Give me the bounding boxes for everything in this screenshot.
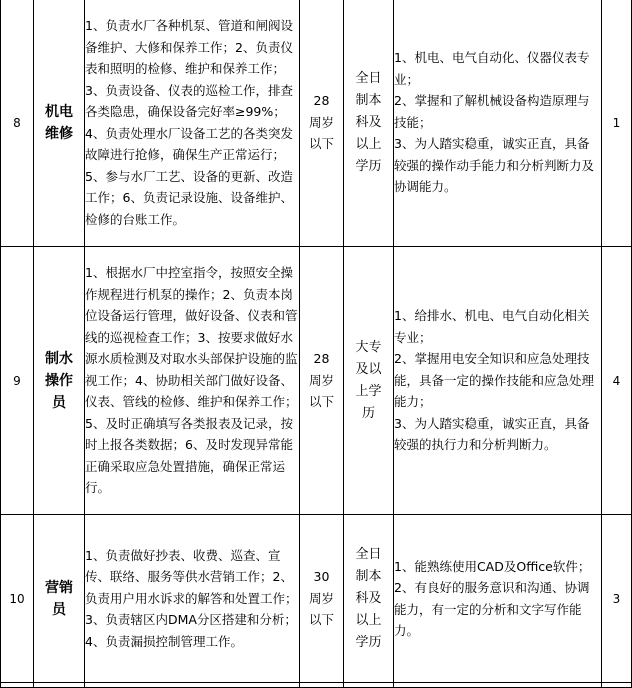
position-name: 营销员 bbox=[45, 579, 73, 618]
empty-cell bbox=[602, 683, 632, 688]
empty-cell bbox=[85, 683, 300, 688]
table-row-partial bbox=[1, 683, 632, 688]
table-row bbox=[1, 0, 632, 247]
qualifications bbox=[394, 0, 602, 247]
education-requirement: 大专及以上学历 bbox=[355, 339, 382, 421]
headcount: 1 bbox=[602, 0, 632, 247]
age-requirement: 28周岁以下 bbox=[308, 93, 334, 152]
education-requirement: 全日制本科及以上学历 bbox=[355, 546, 382, 650]
position-name: 制水操作员 bbox=[45, 350, 73, 411]
job-duties: 1、负责水厂各种机泵、管道和闸阀设备维护、大修和保养工作；2、负责仪表和照明的检修、维护和保养工作；3、负责设备、仪表的巡检工作，排查各类隐患，确保设备完好率≥99%；4、负责处理水厂设备工艺的各类突发故障进行抢修，确保生产正常运行；5、参与水厂工艺、设备的更新、改造工作；6、负责记录设施、设备维护、检修的台账工作。 bbox=[85, 0, 300, 247]
row-number: 10 bbox=[1, 515, 34, 683]
row-number: 8 bbox=[1, 0, 34, 247]
education-requirement: 全日制本科及以上学历 bbox=[355, 70, 382, 174]
table-row bbox=[1, 247, 632, 515]
qualification-item: 2、掌握和了解机械设备构造原理与技能； bbox=[394, 93, 590, 130]
qualifications bbox=[394, 515, 602, 683]
table-row bbox=[1, 515, 632, 683]
headcount: 4 bbox=[602, 247, 632, 515]
qualification-item: 2、掌握用电安全知识和应急处理技能，具备一定的操作技能和应急处理能力； bbox=[394, 351, 595, 410]
qualification-item: 1、机电、电气自动化、仪器仪表专业； bbox=[394, 50, 590, 87]
qualification-item: 3、为人踏实稳重，诚实正直，具备较强的执行力和分析判断力。 bbox=[394, 415, 590, 453]
empty-cell bbox=[34, 683, 85, 688]
empty-cell bbox=[394, 683, 602, 688]
empty-cell bbox=[1, 683, 34, 688]
age-requirement: 28周岁以下 bbox=[308, 351, 334, 410]
qualification-item: 1、给排水、机电、电气自动化相关专业； bbox=[394, 308, 590, 345]
qualification-item: 3、为人踏实稳重，诚实正直，具备较强的操作动手能力和分析判断力及协调能力。 bbox=[394, 136, 595, 195]
qualification-item: 1、能熟练使用CAD及Office软件； bbox=[394, 558, 591, 574]
position-name: 机电维修 bbox=[45, 103, 73, 142]
empty-cell bbox=[300, 683, 344, 688]
empty-cell bbox=[344, 683, 394, 688]
row-number: 9 bbox=[1, 247, 34, 515]
qualification-item: 2、有良好的服务意识和沟通、协调能力，有一定的分析和文字写作能力。 bbox=[394, 580, 590, 638]
job-duties: 1、负责做好抄表、收费、巡查、宣传、联络、服务等供水营销工作；2、负责用户用水诉求的解答和处置工作；3、负责辖区内DMA分区搭建和分析；4、负责漏损控制管理工作。 bbox=[85, 515, 300, 683]
qualifications bbox=[394, 247, 602, 515]
age-requirement: 30周岁以下 bbox=[308, 569, 334, 628]
headcount: 3 bbox=[602, 515, 632, 683]
job-duties: 1、根据水厂中控室指令，按照安全操作规程进行机泵的操作；2、负责本岗位设备运行管理，做好设备、仪表和管线的巡视检查工作；3、按要求做好水源水质检测及对取水头部保护设施的监视工作；4、协助相关部门做好设备、仪表、管线的检修、维护和保养工作；5、及时正确填写各类报表及记录，按时上报各类数据；6、及时发现异常能正确采取应急处置措施，确保正常运行。 bbox=[85, 247, 300, 515]
